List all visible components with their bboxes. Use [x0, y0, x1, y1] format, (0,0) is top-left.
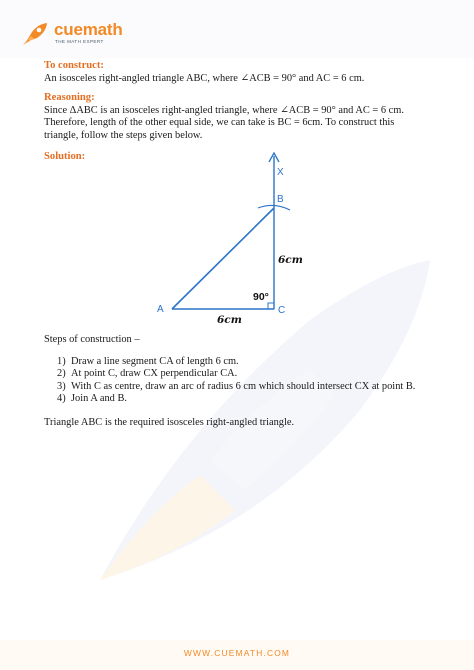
step-item	[57, 356, 415, 368]
conclusion-text: Triangle ABC is the required isosceles right-angled triangle.	[44, 417, 295, 428]
reasoning-heading: Reasoning:	[44, 92, 95, 104]
step-text: With C as centre, draw an arc of radius 6 cm which should intersect CX at point B.	[71, 380, 416, 392]
label-ac-length: 6cm	[217, 314, 242, 326]
reasoning-line: Therefore, length of the other equal side, we can take is BC = 6cm. To construct this	[44, 117, 395, 129]
label-a: A	[157, 304, 164, 315]
brand-name: cuemath	[54, 20, 123, 39]
reasoning-line: Since ΔABC is an isosceles right-angled triangle, where ∠ACB = 90° and AC = 6 cm.	[44, 104, 404, 116]
brand-tagline: THE MATH EXPERT	[55, 39, 104, 44]
right-angle-marker	[268, 303, 274, 309]
step-number: 1)	[57, 356, 66, 367]
footer-link[interactable]: WWW.CUEMATH.COM	[183, 648, 291, 658]
step-number: 4)	[57, 392, 66, 404]
construct-heading: To construct:	[44, 60, 104, 71]
step-text: At point C, draw CX perpendicular CA.	[71, 368, 238, 380]
solution-heading: Solution:	[44, 150, 86, 162]
label-x: X	[277, 167, 284, 178]
main-content	[44, 58, 444, 163]
rocket-icon	[22, 22, 48, 46]
label-c: C	[278, 305, 286, 316]
triangle-construction-diagram	[0, 150, 474, 330]
label-bc-length: 6cm	[278, 254, 303, 266]
construct-text: An isosceles right-angled triangle ABC, where ∠ACB = 90° and AC = 6 cm.	[44, 72, 365, 84]
step-number: 3)	[57, 380, 66, 392]
label-angle: 90°	[253, 291, 269, 303]
step-item	[57, 381, 415, 393]
step-text: Draw a line segment CA of length 6 cm.	[71, 356, 239, 367]
steps-list	[57, 356, 415, 405]
step-item	[57, 368, 415, 380]
step-number: 2)	[57, 368, 66, 380]
reasoning-line: triangle, follow the steps given below.	[44, 129, 203, 141]
step-text: Join A and B.	[71, 392, 128, 404]
step-item	[57, 393, 415, 405]
label-b: B	[277, 194, 284, 205]
steps-title: Steps of construction –	[44, 334, 140, 345]
